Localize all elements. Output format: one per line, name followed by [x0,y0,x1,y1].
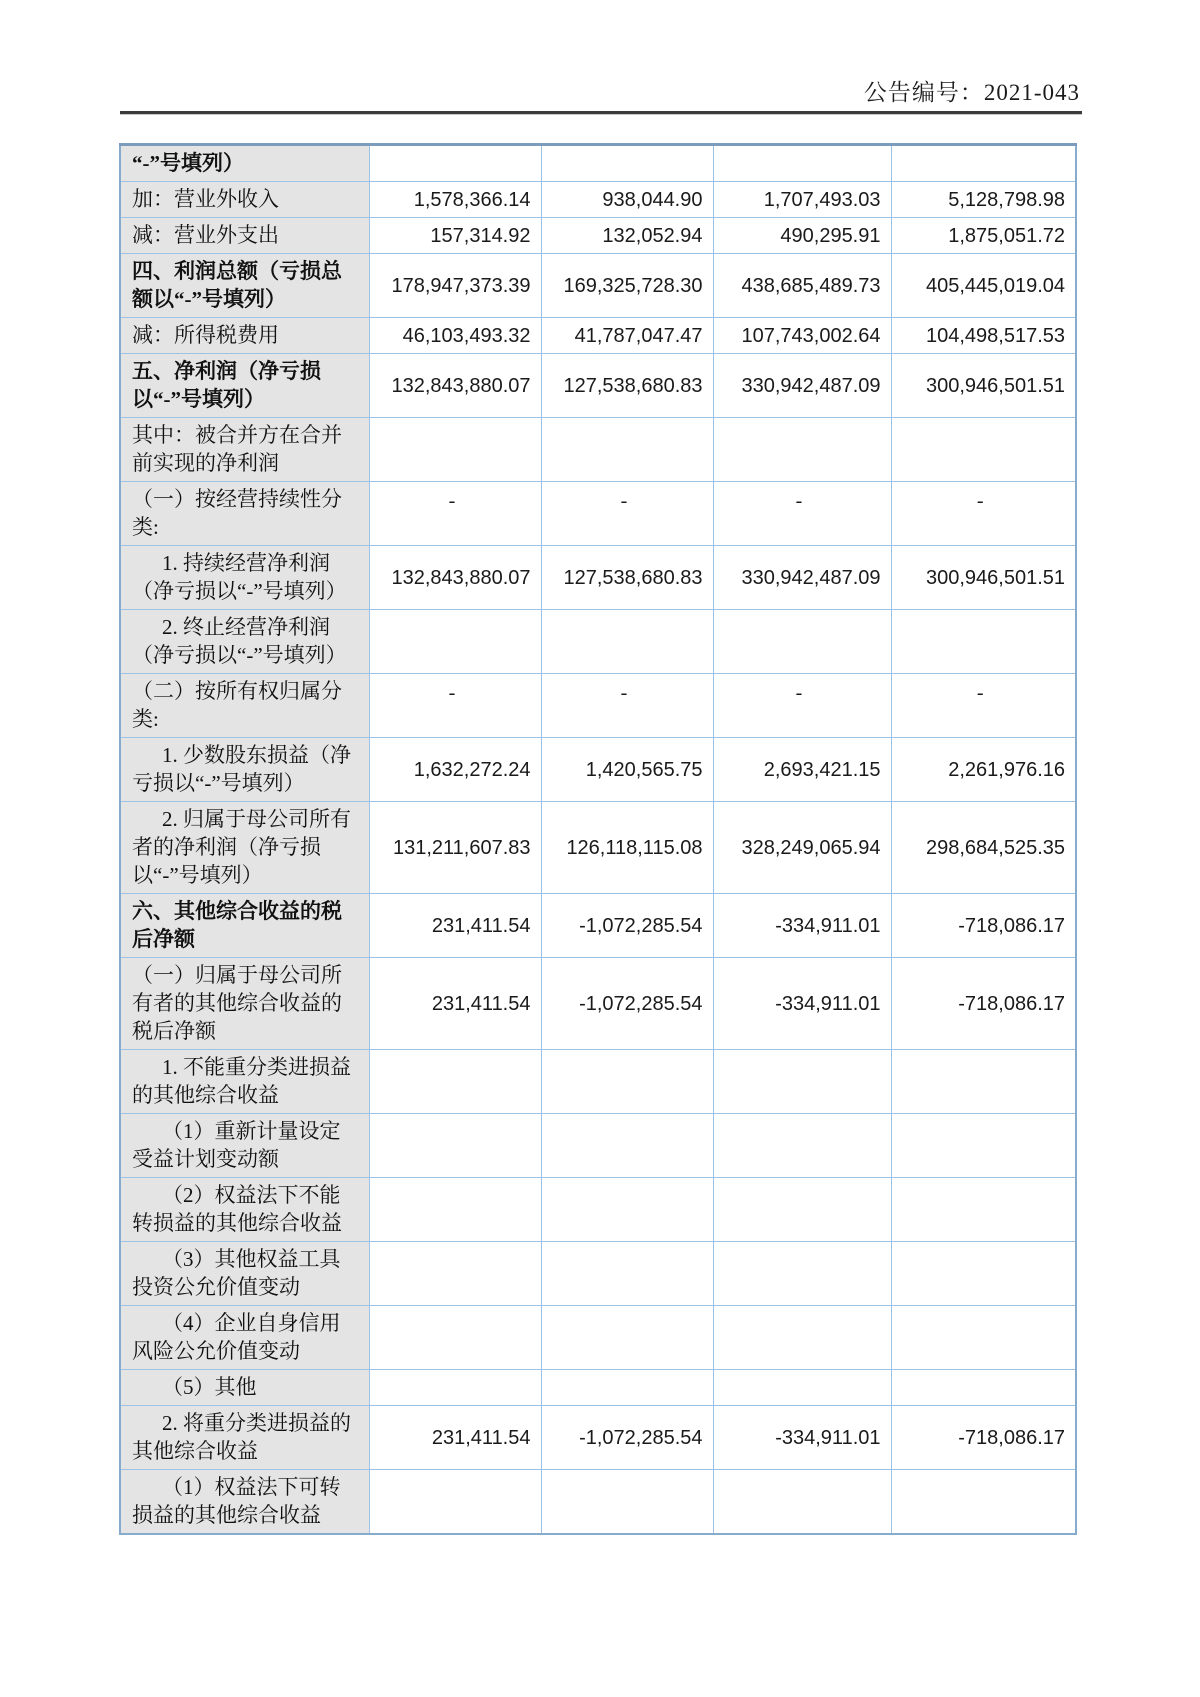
row-label: 减：所得税费用 [120,318,369,354]
row-label: 减：营业外支出 [120,218,369,254]
value-cell: 231,411.54 [369,1406,541,1470]
value-cell: 131,211,607.83 [369,802,541,894]
value-cell: 126,118,115.08 [541,802,713,894]
value-cell: 231,411.54 [369,894,541,958]
empty-value-cell [369,1050,541,1114]
value-cell: 328,249,065.94 [713,802,891,894]
row-label: 其中：被合并方在合并前实现的净利润 [120,418,369,482]
value-cell: 330,942,487.09 [713,546,891,610]
table-row [120,1406,1076,1470]
value-cell: 300,946,501.51 [891,354,1076,418]
table-row [120,418,1076,482]
empty-value-cell [369,1242,541,1306]
row-label: （3）其他权益工具投资公允价值变动 [120,1242,369,1306]
table-row [120,354,1076,418]
row-label: （二）按所有权归属分类: [120,674,369,738]
table-row [120,738,1076,802]
value-cell: 2,693,421.15 [713,738,891,802]
table-row [120,802,1076,894]
value-cell: 104,498,517.53 [891,318,1076,354]
empty-value-cell [713,1470,891,1535]
value-cell: - [541,674,713,738]
empty-value-cell [541,1470,713,1535]
empty-value-cell [891,145,1076,182]
empty-value-cell [713,1178,891,1242]
empty-value-cell [891,610,1076,674]
value-cell: 132,843,880.07 [369,354,541,418]
row-label: 1. 持续经营净利润（净亏损以“-”号填列） [120,546,369,610]
empty-value-cell [891,418,1076,482]
value-cell: - [891,674,1076,738]
value-cell: 231,411.54 [369,958,541,1050]
table-row [120,1306,1076,1370]
value-cell: 107,743,002.64 [713,318,891,354]
value-cell: - [369,674,541,738]
empty-value-cell [541,1178,713,1242]
value-cell: -718,086.17 [891,894,1076,958]
table-row [120,254,1076,318]
value-cell: 330,942,487.09 [713,354,891,418]
table-row [120,1178,1076,1242]
row-label: （一）归属于母公司所有者的其他综合收益的税后净额 [120,958,369,1050]
empty-value-cell [541,1370,713,1406]
empty-value-cell [369,1370,541,1406]
value-cell: - [891,482,1076,546]
empty-value-cell [713,145,891,182]
empty-value-cell [541,418,713,482]
value-cell: 41,787,047.47 [541,318,713,354]
income-statement-table [119,143,1077,1535]
value-cell: 438,685,489.73 [713,254,891,318]
row-label: （5）其他 [120,1370,369,1406]
empty-value-cell [713,1242,891,1306]
table-row [120,894,1076,958]
value-cell: 1,578,366.14 [369,182,541,218]
row-label: 1. 不能重分类进损益的其他综合收益 [120,1050,369,1114]
empty-value-cell [713,1114,891,1178]
row-label: （4）企业自身信用风险公允价值变动 [120,1306,369,1370]
empty-value-cell [541,1306,713,1370]
table-row [120,674,1076,738]
empty-value-cell [713,418,891,482]
empty-value-cell [891,1114,1076,1178]
table-row [120,958,1076,1050]
value-cell: 157,314.92 [369,218,541,254]
empty-value-cell [369,610,541,674]
table-row [120,145,1076,182]
value-cell: 938,044.90 [541,182,713,218]
row-label: 1. 少数股东损益（净亏损以“-”号填列） [120,738,369,802]
row-label: 2. 将重分类进损益的其他综合收益 [120,1406,369,1470]
empty-value-cell [891,1306,1076,1370]
table-row [120,1370,1076,1406]
table-row [120,546,1076,610]
row-label: （1）权益法下可转损益的其他综合收益 [120,1470,369,1535]
table-row [120,610,1076,674]
value-cell: 132,843,880.07 [369,546,541,610]
value-cell: 178,947,373.39 [369,254,541,318]
empty-value-cell [713,1370,891,1406]
empty-value-cell [713,610,891,674]
empty-value-cell [369,1306,541,1370]
value-cell: 132,052.94 [541,218,713,254]
empty-value-cell [541,610,713,674]
value-cell: -334,911.01 [713,894,891,958]
empty-value-cell [541,1050,713,1114]
table-row [120,482,1076,546]
empty-value-cell [713,1306,891,1370]
table-row [120,1114,1076,1178]
value-cell: 1,875,051.72 [891,218,1076,254]
row-label: 六、其他综合收益的税后净额 [120,894,369,958]
doc-number: 公告编号：2021-043 [863,80,1080,105]
value-cell: 46,103,493.32 [369,318,541,354]
empty-value-cell [891,1050,1076,1114]
table-row [120,1050,1076,1114]
value-cell: 298,684,525.35 [891,802,1076,894]
table-row [120,1242,1076,1306]
empty-value-cell [541,1114,713,1178]
value-cell: 5,128,798.98 [891,182,1076,218]
row-label: 五、净利润（净亏损以“-”号填列） [120,354,369,418]
empty-value-cell [369,1178,541,1242]
empty-value-cell [713,1050,891,1114]
value-cell: 1,420,565.75 [541,738,713,802]
table-row [120,1470,1076,1535]
table-row [120,318,1076,354]
header-rule [120,111,1082,115]
table-row [120,182,1076,218]
value-cell: - [541,482,713,546]
row-label: 2. 终止经营净利润（净亏损以“-”号填列） [120,610,369,674]
row-label: （一）按经营持续性分类: [120,482,369,546]
empty-value-cell [541,145,713,182]
empty-value-cell [369,418,541,482]
value-cell: 2,261,976.16 [891,738,1076,802]
value-cell: 1,707,493.03 [713,182,891,218]
value-cell: - [713,482,891,546]
row-label: 四、利润总额（亏损总额以“-”号填列） [120,254,369,318]
row-label: “-”号填列） [120,145,369,182]
empty-value-cell [891,1178,1076,1242]
empty-value-cell [891,1370,1076,1406]
value-cell: -1,072,285.54 [541,1406,713,1470]
value-cell: 127,538,680.83 [541,546,713,610]
empty-value-cell [369,1114,541,1178]
empty-value-cell [369,1470,541,1535]
value-cell: 1,632,272.24 [369,738,541,802]
table-row [120,218,1076,254]
value-cell: -718,086.17 [891,958,1076,1050]
row-label: 加：营业外收入 [120,182,369,218]
value-cell: 300,946,501.51 [891,546,1076,610]
value-cell: -1,072,285.54 [541,894,713,958]
value-cell: -334,911.01 [713,1406,891,1470]
empty-value-cell [369,145,541,182]
empty-value-cell [891,1242,1076,1306]
row-label: 2. 归属于母公司所有者的净利润（净亏损以“-”号填列） [120,802,369,894]
empty-value-cell [891,1470,1076,1535]
table-body [120,145,1076,1535]
value-cell: 490,295.91 [713,218,891,254]
value-cell: -1,072,285.54 [541,958,713,1050]
value-cell: 169,325,728.30 [541,254,713,318]
row-label: （1）重新计量设定受益计划变动额 [120,1114,369,1178]
value-cell: - [713,674,891,738]
empty-value-cell [541,1242,713,1306]
value-cell: -718,086.17 [891,1406,1076,1470]
value-cell: -334,911.01 [713,958,891,1050]
value-cell: 405,445,019.04 [891,254,1076,318]
value-cell: - [369,482,541,546]
value-cell: 127,538,680.83 [541,354,713,418]
row-label: （2）权益法下不能转损益的其他综合收益 [120,1178,369,1242]
